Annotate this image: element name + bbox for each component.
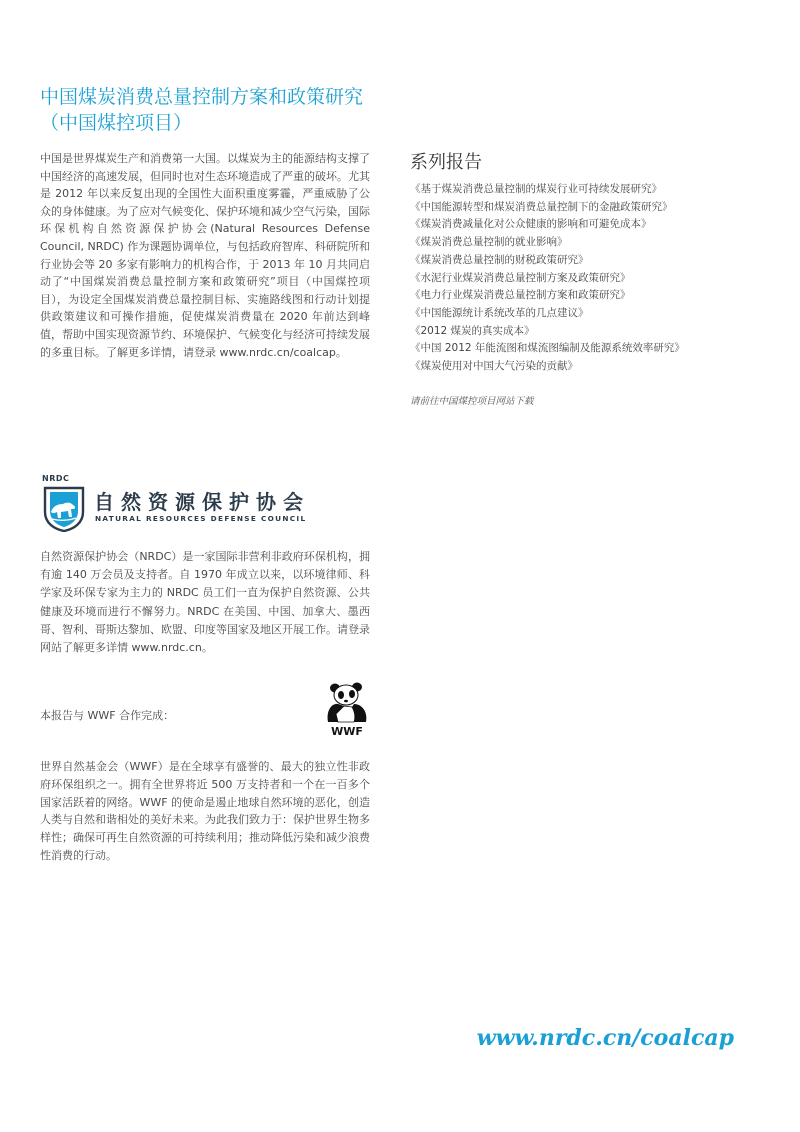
intro-paragraph: 中国是世界煤炭生产和消费第一大国。以煤炭为主的能源结构支撑了中国经济的高速发展，但同时也对生态环境造成了严重的破坏。尤其是 2012 年以来反复出现的全国性大面积重度雾霾，严重威胁了公众的身体健康。为了应对气候变化、保护环境和减少空气污染，国际环保机构自然资源保护协会(Natural Resources Defense Council, NRDC) 作为课题协调单位，与包括政府智库、科研院所和行业协会等 20 多家有影响力的机构合作，于 2013 年 10 月共同启动了“中国煤炭消费总量控制方案和政策研究”项目（中国煤控项目），为设定全国煤炭消费总量控制目标、实施路线图和行动计划提供政策建议和可操作措施，促使煤炭消费量在 2020 年前达到峰值，帮助中国实现资源节约、环境保护、气候变化与经济可持续发展的多重目标。了解更多详情，请登录 www.nrdc.cn/coalcap。 <box>40 152 370 359</box>
series-item: 《水泥行业煤炭消费总量控制方案及政策研究》 <box>410 271 631 284</box>
footer-url-link[interactable]: www.nrdc.cn/coalcap <box>476 1025 734 1051</box>
series-item: 《煤炭消费减量化对公众健康的影响和可避免成本》 <box>410 218 652 231</box>
series-item: 《基于煤炭消费总量控制的煤炭行业可持续发展研究》 <box>410 183 662 195</box>
series-item: 《电力行业煤炭消费总量控制方案和政策研究》 <box>410 289 631 302</box>
title-line-1: 中国煤炭消费总量控制方案和政策研究 <box>40 86 364 108</box>
series-item: 《煤炭消费总量控制的就业影响》 <box>410 236 568 249</box>
series-item: 《2012 煤炭的真实成本》 <box>410 324 535 337</box>
series-item: 《中国能源转型和煤炭消费总量控制下的金融政策研究》 <box>410 200 673 213</box>
series-heading: 系列报告 <box>410 152 482 173</box>
download-note[interactable]: 请前往中国煤控项目网站下载 <box>410 396 534 407</box>
series-item: 《中国 2012 年能流图和煤流图编制及能源系统效率研究》 <box>410 342 685 355</box>
nrdc-description: 自然资源保护协会（NRDC）是一家国际非营利非政府环保机构，拥有逾 140 万会员及支持者。自 1970 年成立以来，以环境律师、科学家及环保专家为主力的 NRDC 员工们一直为保护自然资源、公共健康及环境而进行不懈努力。NRDC 在美国、中国、加拿大、墨西哥、智利、哥斯达黎加、欧盟、印度等国家及地区开展工作。请登录网站了解更多详情 www.nrdc.cn。 <box>40 550 370 655</box>
nrdc-name-en: NATURAL RESOURCES DEFENSE COUNCIL <box>95 514 307 523</box>
series-item: 《中国能源统计系统改革的几点建议》 <box>410 306 589 319</box>
wwf-partner-text: 本报告与 WWF 合作完成： <box>40 709 175 722</box>
nrdc-mark-label: NRDC <box>42 474 70 483</box>
wwf-logo-text: WWF <box>331 725 363 738</box>
polar-bear-shield-icon <box>42 486 86 532</box>
series-item: 《煤炭消费总量控制的财税政策研究》 <box>410 253 589 266</box>
wwf-panda-logo-icon <box>324 682 370 738</box>
nrdc-name-cn: 自然资源保护协会 <box>94 490 310 514</box>
wwf-description: 世界自然基金会（WWF）是在全球享有盛誉的、最大的独立性非政府环保组织之一。拥有全世界将近 500 万支持者和一个在一百多个国家活跃着的网络。WWF 的使命是遏止地球自然环境的恶化，创造人类与自然和谐相处的美好未来。为此我们致力于：保护世界生物多样性；确保可再生自然资源的可持续利用；推动降低污染和减少浪费性消费的行动。 <box>40 760 370 862</box>
title-line-2: （中国煤控项目） <box>40 112 193 134</box>
series-item: 《煤炭使用对中国大气污染的贡献》 <box>410 360 578 373</box>
page-title <box>40 84 380 136</box>
series-report-list <box>410 181 770 376</box>
